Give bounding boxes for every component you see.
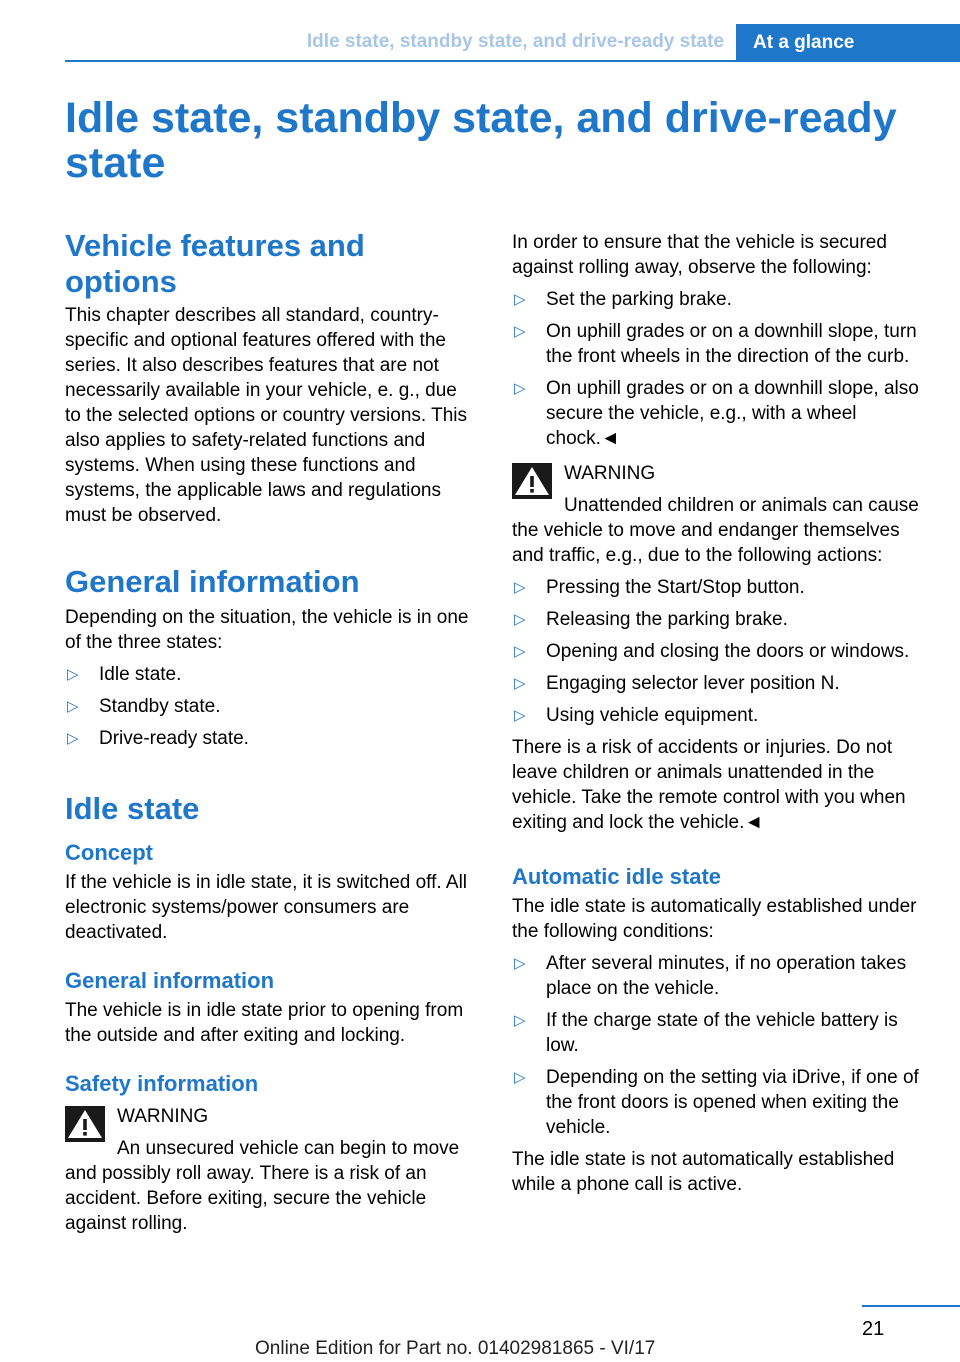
list-item: ▷ After several minutes, if no operation takes place on the vehicle. (514, 953, 907, 999)
heading-automatic-idle-state: Automatic idle state (512, 864, 722, 889)
list-item: ▷ On uphill grades or on a downhill slope, also secure the vehicle, e.g., with a wheel chock.◄ (514, 378, 919, 449)
bullet-triangle-icon: ▷ (67, 666, 79, 683)
heading-general-information: General information (65, 564, 360, 599)
heading-safety-information: Safety information (65, 1071, 259, 1096)
header-section-title: Idle state, standby state, and drive-ready state (306, 31, 724, 52)
bullet-triangle-icon: ▷ (514, 323, 526, 340)
list-item: ▷ Idle state. (67, 664, 182, 685)
header-chapter-tab: At a glance (736, 24, 960, 62)
warning-block (65, 1104, 475, 1236)
list-item: ▷ Drive-ready state. (67, 728, 249, 749)
header-rule (65, 60, 960, 62)
paragraph-risk: There is a risk of accidents or injuries. Do not leave children or animals unattended in the vehicle. Take the remote control with you when exiting and lock the vehicle.◄ (512, 737, 906, 833)
paragraph-automatic-idle-state: The idle state is automatically established under the following conditions: (512, 896, 917, 942)
heading-vehicle-features: Vehicle features and options (65, 228, 365, 299)
auto-idle-list (512, 951, 927, 1140)
bullet-triangle-icon: ▷ (514, 380, 526, 397)
heading-idle-state: Idle state (65, 791, 200, 826)
warning-text: Unattended children or animals can cause the vehicle to move and endanger themselves and traffic, e.g., due to the following actions: (512, 495, 919, 566)
states-list (65, 662, 475, 751)
paragraph-general-information: Depending on the situation, the vehicle is in one of the three states: (65, 607, 469, 653)
heading-general-information-idle: General information (65, 968, 275, 993)
page-title: Idle state, standby state, and drive-ready state (65, 94, 897, 187)
bullet-triangle-icon: ▷ (514, 579, 526, 596)
bullet-triangle-icon: ▷ (514, 955, 526, 972)
footer-edition: Online Edition for Part no. 01402981865 - VI/17 (255, 1338, 656, 1359)
bullet-triangle-icon: ▷ (67, 698, 79, 715)
warning-text: An unsecured vehicle can begin to move and possibly roll away. There is a risk of an accident. Before exiting, secure the vehicle against rolling. (65, 1138, 460, 1234)
list-item: ▷ Pressing the Start/Stop button. (514, 577, 805, 598)
heading-concept: Concept (65, 840, 153, 865)
paragraph-concept: If the vehicle is in idle state, it is switched off. All electronic systems/power consumers are deactivated. (65, 872, 468, 943)
bullet-triangle-icon: ▷ (67, 730, 79, 747)
page-number: 21 (862, 1318, 885, 1340)
warning-block (512, 461, 927, 568)
paragraph-secure-vehicle: In order to ensure that the vehicle is secured against rolling away, observe the following: (512, 232, 887, 278)
bullet-triangle-icon: ▷ (514, 1012, 526, 1029)
left-column (65, 228, 475, 1236)
secure-list (512, 287, 927, 451)
right-column (512, 230, 927, 1197)
bullet-triangle-icon: ▷ (514, 291, 526, 308)
bullet-triangle-icon: ▷ (514, 1069, 526, 1086)
bullet-triangle-icon: ▷ (514, 611, 526, 628)
list-item: ▷ Standby state. (67, 696, 221, 717)
actions-list (512, 575, 927, 728)
bullet-triangle-icon: ▷ (514, 707, 526, 724)
list-item: ▷ On uphill grades or on a downhill slope, turn the front wheels in the direction of the curb. (514, 321, 917, 367)
list-item: ▷ Using vehicle equipment. (514, 705, 759, 726)
list-item: ▷ Set the parking brake. (514, 289, 732, 310)
warning-label: WARNING (117, 1106, 209, 1127)
paragraph-general-information-idle: The vehicle is in idle state prior to opening from the outside and after exiting and locking. (65, 1000, 464, 1046)
list-item: ▷ Opening and closing the doors or windows. (514, 641, 910, 662)
paragraph-vehicle-features: This chapter describes all standard, country-specific and optional features offered with the series. It also describes features that are not necessarily available in your vehicle, e. g., due to the selected options or country versions. This also applies to safety-related functions and systems. When using these functions and systems, the applicable laws and regulations must be observed. (65, 305, 468, 526)
page-header (65, 24, 960, 62)
list-item: ▷ If the charge state of the vehicle battery is low. (514, 1010, 898, 1056)
footer-rule (862, 1305, 960, 1307)
list-item: ▷ Releasing the parking brake. (514, 609, 788, 630)
warning-triangle-icon (512, 463, 552, 499)
bullet-triangle-icon: ▷ (514, 675, 526, 692)
list-item: ▷ Depending on the setting via iDrive, if one of the front doors is opened when exiting the vehicle. (514, 1067, 919, 1138)
list-item: ▷ Engaging selector lever position N. (514, 673, 840, 694)
warning-triangle-icon (65, 1106, 105, 1142)
warning-label: WARNING (564, 463, 656, 484)
bullet-triangle-icon: ▷ (514, 643, 526, 660)
paragraph-phone-call: The idle state is not automatically established while a phone call is active. (512, 1149, 895, 1195)
